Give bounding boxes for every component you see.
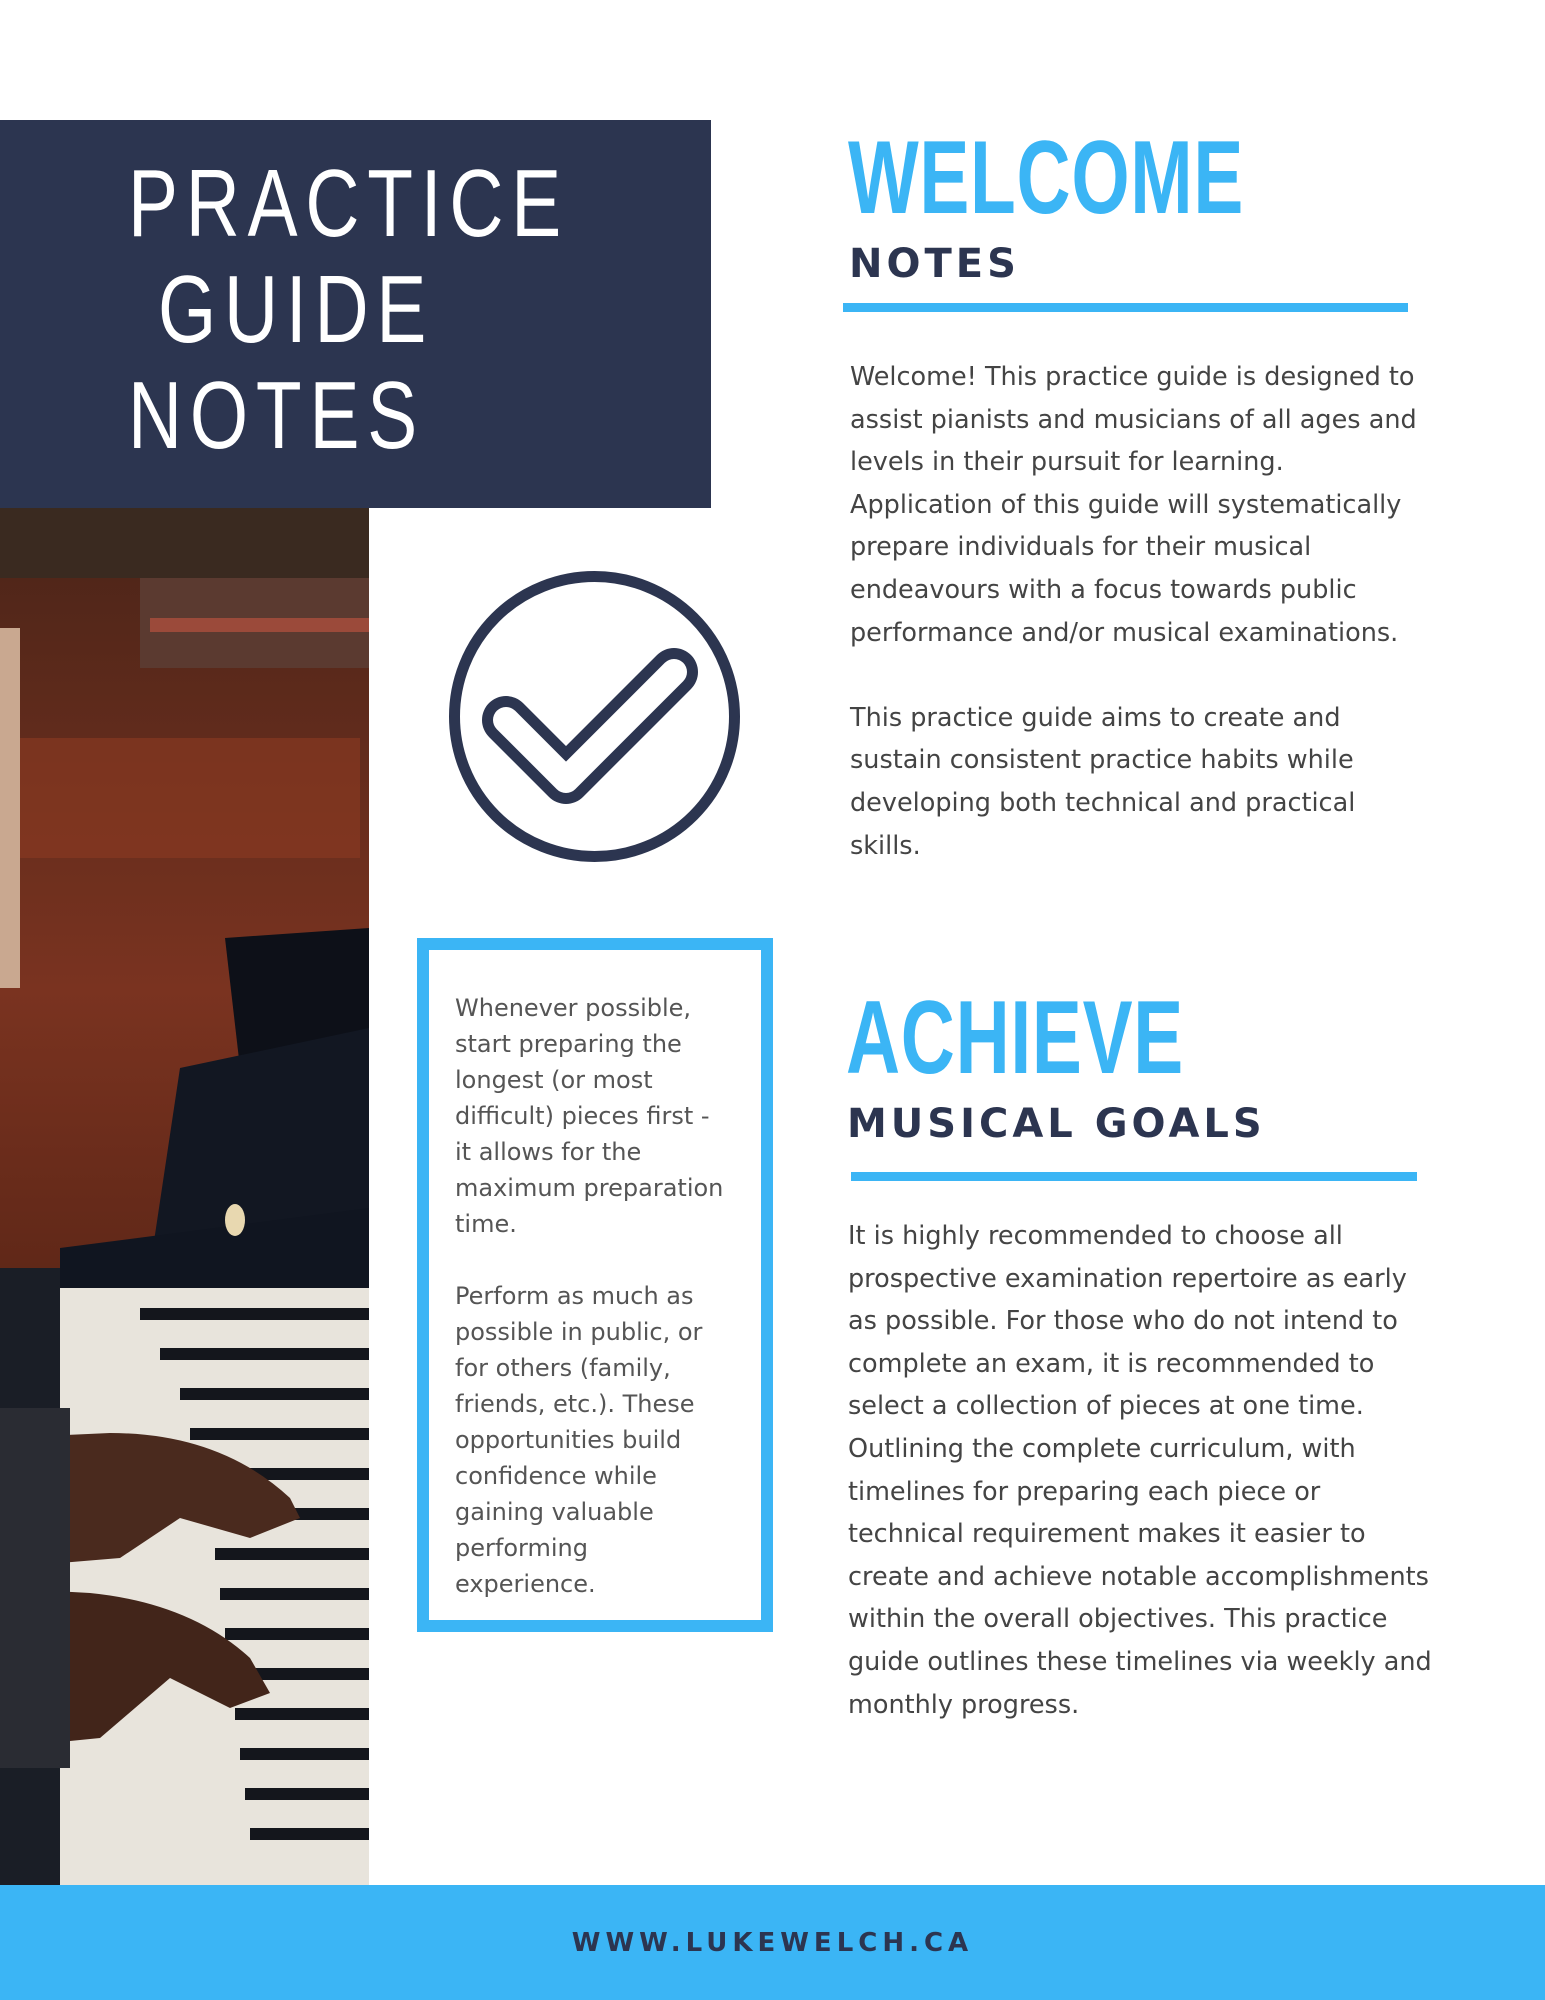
welcome-paragraph-1: Welcome! This practice guide is designed to assist pianists and musicians of all ages and levels in their pursuit for learning. Application of this guide will systematically prepare individuals for their musical endeavours with a focus towards public performance and/or musical examinations. bbox=[850, 362, 1417, 648]
tips-box bbox=[417, 938, 773, 1632]
title-block bbox=[0, 120, 711, 508]
title-line-3: NOTES bbox=[128, 362, 425, 469]
achieve-paragraph-1: It is highly recommended to choose all prospective examination repertoire as early as possible. For those who do not intend to complete an exam, it is recommended to select a collection of pieces at one time. Outlining the complete curriculum, with timelines for preparing each piece or technical requirement makes it easier to create and achieve notable accomplishments within the overall objectives. This practice guide outlines these timelines via weekly and monthly progress. bbox=[848, 1221, 1432, 1720]
achieve-body bbox=[848, 1215, 1438, 1726]
achieve-heading: ACHIEVE bbox=[846, 980, 1184, 1096]
tip-paragraph-1: Whenever possible, start preparing the longest (or most difficult) pieces first - it allows for the maximum preparation time. bbox=[455, 994, 724, 1238]
piano-photo bbox=[0, 508, 369, 1885]
welcome-body bbox=[850, 356, 1430, 867]
welcome-subheading: NOTES bbox=[849, 241, 1020, 287]
achieve-subheading: MUSICAL GOALS bbox=[847, 1101, 1266, 1147]
title-line-1: PRACTICE bbox=[128, 150, 570, 257]
check-circle-icon bbox=[446, 568, 743, 865]
welcome-divider bbox=[843, 303, 1408, 312]
achieve-divider bbox=[851, 1172, 1417, 1181]
footer-url[interactable]: WWW.LUKEWELCH.CA bbox=[571, 1927, 974, 1958]
welcome-paragraph-2: This practice guide aims to create and sustain consistent practice habits while developing both technical and practical skills. bbox=[850, 702, 1356, 861]
welcome-heading: WELCOME bbox=[848, 120, 1245, 236]
footer-bar bbox=[0, 1885, 1545, 2000]
tip-paragraph-2: Perform as much as possible in public, or for others (family, friends, etc.). These opportunities build confidence while gaining valuable performing experience. bbox=[455, 1282, 703, 1598]
title-line-2: GUIDE bbox=[158, 256, 435, 363]
